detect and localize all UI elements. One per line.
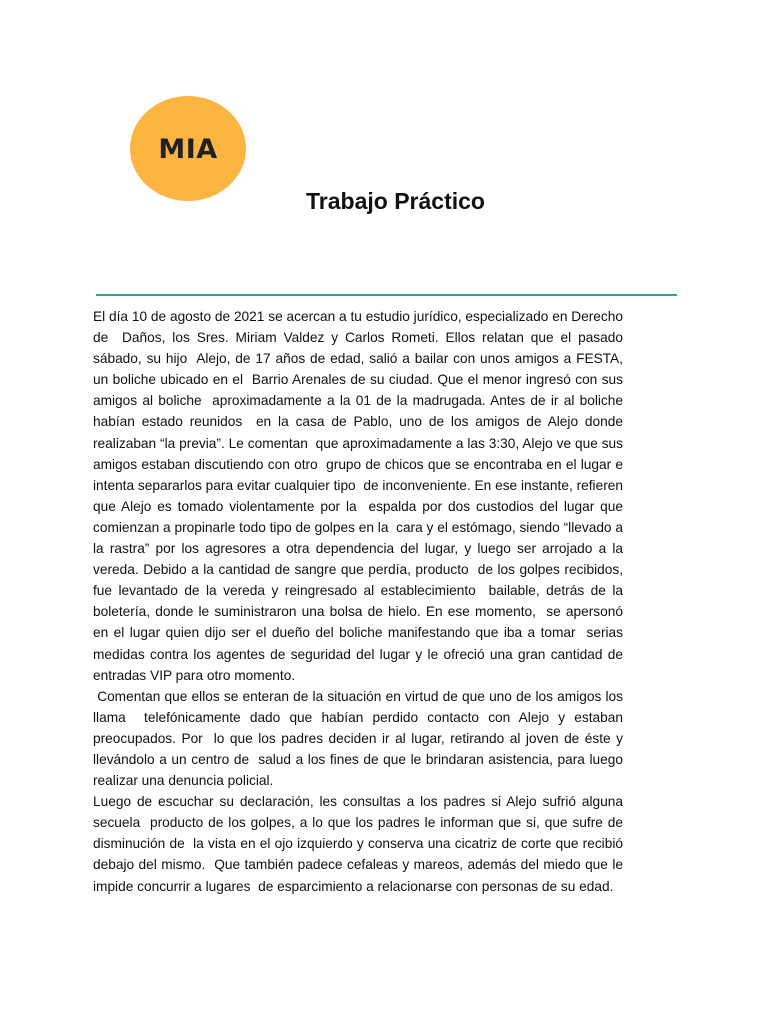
logo-text: MIA (158, 134, 218, 165)
title-divider (96, 294, 677, 296)
document-body (93, 306, 631, 897)
paragraph-parents-notified: Comentan que ellos se enteran de la situación en virtud de que uno de los amigos los llama telefónicamente dado que habían perdido contacto con Alejo y estaban preocupados. Por lo que los padres deciden ir al lugar, retirando al joven de éste y llevándolo a un centro de salud a los fines de que le brindaran asistencia, para luego realizar una denuncia policial. (93, 688, 627, 789)
mia-logo (130, 96, 246, 201)
paragraph-case-facts: El día 10 de agosto de 2021 se acercan a tu estudio jurídico, especializado en Derecho de Daños, los Sres. Miriam Valdez y Carlos Rometi. Ellos relatan que el pasado sábado, su hijo Alejo, de 17 años de edad, salió a bailar con unos amigos a FESTA, un boliche ubicado en el Barrio Arenales de su ciudad. Que el menor ingresó con sus amigos al boliche aproximadamente a la 01 de la madrugada. Antes de ir al boliche habían estado reunidos en la casa de Pablo, uno de los amigos de Alejo donde realizaban “la previa”. Le comentan que aproximadamente a las 3:30, Alejo ve que sus amigos estaban discutiendo con otro grupo de chicos que se encontraba en el lugar e intenta separarlos para evitar cualquier tipo de inconveniente. En ese instante, refieren que Alejo es tomado violentamente por la espalda por dos custodios del lugar que comienzan a propinarle todo tipo de golpes en la cara y el estómago, siendo “llevado a la rastra” por los agresores a otra dependencia del lugar, y luego ser arrojado a la vereda. Debido a la cantidad de sangre que perdía, producto de los golpes recibidos, fue levantado de la vereda y reingresado al establecimiento bailable, detrás de la boletería, donde le suministraron una bolsa de hielo. En ese momento, se apersonó en el lugar quien dijo ser el dueño del boliche manifestando que iba a tomar serias medidas contra los agentes de seguridad del lugar y le ofreció una gran cantidad de entradas VIP para otro momento. (93, 309, 631, 683)
paragraph-consequences: Luego de escuchar su declaración, les consultas a los padres si Alejo sufrió alguna secuela producto de los golpes, a lo que los padres le informan que si, que sufre de disminución de la vista en el ojo izquierdo y conserva una cicatriz de corte que recibió debajo del mismo. Que también padece cefaleas y mareos, además del miedo que le impide concurrir a lugares de esparcimiento a relacionarse con personas de su edad. (93, 794, 627, 894)
page-title: Trabajo Práctico (306, 188, 485, 214)
